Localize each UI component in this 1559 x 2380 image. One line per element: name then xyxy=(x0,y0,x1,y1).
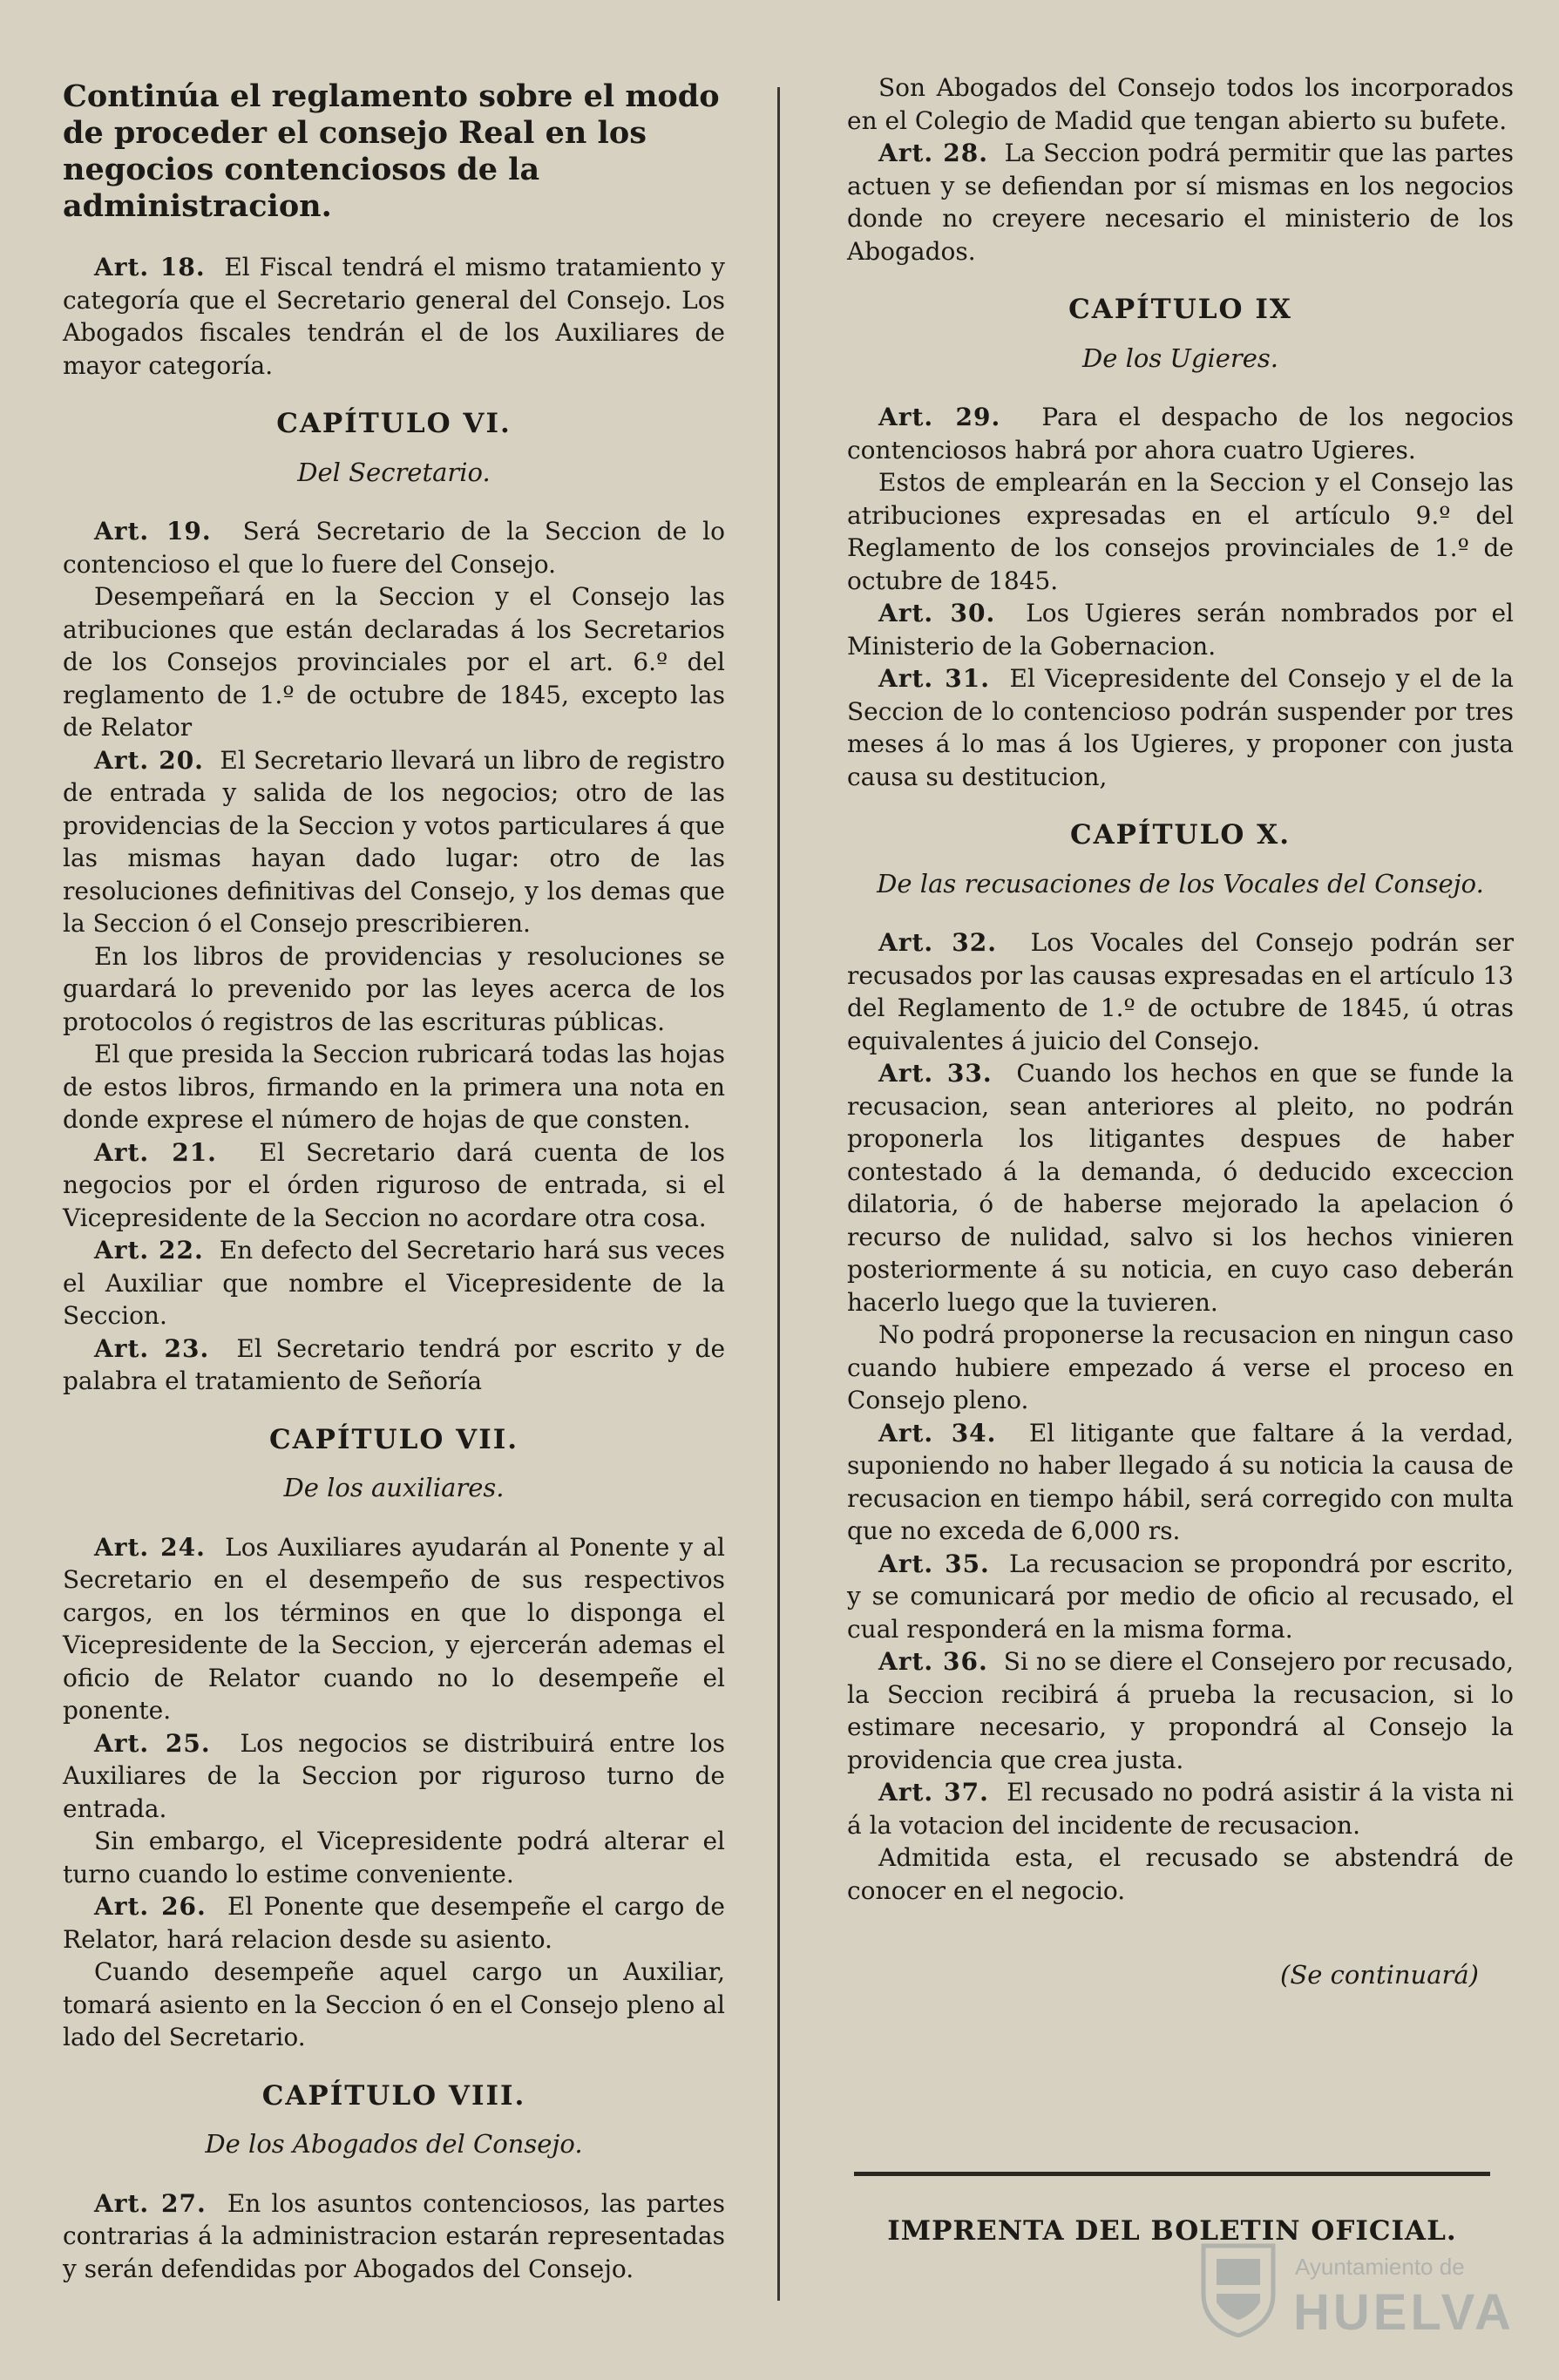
article-paragraph xyxy=(63,744,725,940)
body-paragraph: El que presida la Seccion rubricará todas las hojas de estos libros, firmando en la primera una nota en donde exprese el número de hojas de que consten. xyxy=(63,1040,725,1134)
continued-note: (Se continuará) xyxy=(1280,1960,1479,1990)
footer-rule xyxy=(854,2172,1490,2176)
article-number: Art. 36. xyxy=(878,1647,988,1676)
article-paragraph xyxy=(847,1645,1514,1776)
article-text: El Fiscal tendrá el mismo tratamiento y categoría que el Secretario general del Consejo. Los Abogados fiscales tendrán el de los Auxiliares de mayor categoría. xyxy=(63,253,726,380)
article-text: El Secretario llevará un libro de registro de entrada y salida de los negocios; otro de las providencias de la Seccion y votos particulares á que las mismas hayan dado lugar: otro de las resoluciones definitivas del Consejo, y los demas que la Seccion ó el Consejo prescribieren. xyxy=(63,745,725,938)
article-number: Art. 29. xyxy=(878,403,1001,431)
left-column-body xyxy=(63,251,725,2285)
article-paragraph xyxy=(847,926,1514,1057)
article-number: Art. 35. xyxy=(878,1549,990,1578)
article-paragraph xyxy=(63,1234,725,1332)
article-number: Art. 19. xyxy=(94,517,212,546)
article-paragraph xyxy=(847,1548,1514,1646)
article-number: Art. 23. xyxy=(94,1333,210,1363)
article-text: Para el despacho de los negocios contenciosos habrá por ahora cuatro Ugieres. xyxy=(847,403,1514,464)
article-text: El litigante que faltare á la verdad, suponiendo no haber llegado á su noticia la causa de recusacion en tiempo hábil, será corregido con multa que no exceda de 6,000 rs. xyxy=(847,1418,1514,1545)
article-text: Los Vocales del Consejo podrán ser recusados por las causas expresadas en el artículo 13 del Reglamento de 1.º de octubre de 1845, ú otras equivalentes á juicio del Consejo. xyxy=(847,928,1514,1055)
article-number: Art. 33. xyxy=(878,1059,993,1088)
article-number: Art. 22. xyxy=(94,1236,204,1265)
body-paragraph: No podrá proponerse la recusacion en ningun caso cuando hubiere empezado á verse el proceso en Consejo pleno. xyxy=(847,1320,1514,1414)
article-number: Art. 30. xyxy=(878,599,996,627)
article-paragraph xyxy=(847,662,1514,793)
chapter-heading: CAPÍTULO VI. xyxy=(276,408,512,439)
right-column-body xyxy=(847,71,1514,1907)
article-number: Art. 21. xyxy=(94,1137,217,1167)
article-number: Art. 28. xyxy=(878,139,988,167)
shield-icon xyxy=(1199,2241,1278,2337)
article-paragraph xyxy=(847,597,1514,662)
left-column xyxy=(63,78,725,2285)
article-paragraph xyxy=(63,1332,725,1398)
article-text: El recusado no podrá asistir á la vista ni á la votacion del incidente de recusacion. xyxy=(847,1778,1514,1840)
article-number: Art. 32. xyxy=(878,928,998,957)
article-number: Art. 26. xyxy=(94,1892,207,1921)
printer-imprint: IMPRENTA DEL BOLETIN OFICIAL. xyxy=(887,2215,1457,2247)
article-number: Art. 31. xyxy=(878,664,990,693)
body-paragraph: En los libros de providencias y resoluciones se guardará lo prevenido por las leyes acerca de los protocolos ó registros de las escrituras públicas. xyxy=(63,941,725,1036)
watermark-line-2: HUELVA xyxy=(1293,2284,1515,2341)
chapter-heading: CAPÍTULO X. xyxy=(1069,819,1291,851)
article-text: El Vicepresidente del Consejo y el de la Seccion de lo contencioso podrán suspender por tres meses á lo mas á los Ugieres, y proponer con justa causa su destitucion, xyxy=(847,664,1514,791)
document-title: Continúa el reglamento sobre el modo de proceder el consejo Real en los negocios contenciosos de la administracion. xyxy=(63,78,720,224)
article-text: La Seccion podrá permitir que las partes actuen y se defiendan por sí mismas en los negocios donde no creyere necesario el ministerio de los Abogados. xyxy=(847,139,1514,266)
article-paragraph xyxy=(63,251,725,382)
article-number: Art. 34. xyxy=(878,1418,997,1448)
body-paragraph: Cuando desempeñe aquel cargo un Auxiliar, tomará asiento en la Seccion ó en el Consejo pleno al lado del Secretario. xyxy=(63,1957,725,2051)
article-paragraph xyxy=(63,1727,725,1826)
article-text: Los negocios se distribuirá entre los Auxiliares de la Seccion por riguroso turno de entrada. xyxy=(63,1728,725,1823)
right-column xyxy=(847,71,1514,1992)
article-number: Art. 18. xyxy=(94,253,206,281)
body-paragraph: Desempeñará en la Seccion y el Consejo las atribuciones que están declaradas á los Secretarios de los Consejos provinciales por el art. 6.º del reglamento de 1.º de octubre de 1845, excepto las de Relator xyxy=(63,582,725,742)
article-text: Los Auxiliares ayudarán al Ponente y al Secretario en el desempeño de sus respectivos cargos, en los términos en que lo disponga el Vicepresidente de la Seccion, y ejercerán ademas el oficio de Relator cuando no lo desempeñe el ponente. xyxy=(63,1532,725,1725)
chapter-subtitle: De los auxiliares. xyxy=(283,1473,505,1502)
article-paragraph xyxy=(63,1890,725,1956)
watermark-line-1: Ayuntamiento de xyxy=(1295,2254,1465,2280)
article-number: Art. 24. xyxy=(94,1532,206,1562)
article-paragraph xyxy=(847,1776,1514,1841)
chapter-subtitle: De las recusaciones de los Vocales del Consejo. xyxy=(877,868,1484,898)
article-text: En defecto del Secretario hará sus veces el Auxiliar que nombre el Vicepresidente de la Seccion. xyxy=(63,1236,725,1330)
article-paragraph xyxy=(63,1136,725,1235)
article-number: Art. 25. xyxy=(94,1728,211,1758)
article-text: El Secretario dará cuenta de los negocios por el órden riguroso de entrada, si el Vicepresidente de la Seccion no acordare otra cosa. xyxy=(63,1137,725,1232)
article-text: El Secretario tendrá por escrito y de palabra el tratamiento de Señoría xyxy=(63,1333,726,1395)
article-paragraph xyxy=(63,515,725,580)
chapter-heading: CAPÍTULO IX xyxy=(1068,294,1292,325)
chapter-heading: CAPÍTULO VII. xyxy=(268,1423,519,1455)
chapter-subtitle: De los Abogados del Consejo. xyxy=(205,2129,583,2159)
body-paragraph: Estos de emplearán en la Seccion y el Consejo las atribuciones expresadas en el artículo 9.º del Reglamento de los consejos provinciales de 1.º de octubre de 1845. xyxy=(847,468,1514,595)
watermark-logo xyxy=(1199,2241,1513,2346)
article-paragraph xyxy=(847,401,1514,466)
chapter-heading: CAPÍTULO VIII. xyxy=(261,2079,526,2112)
article-paragraph xyxy=(63,1531,725,1727)
body-paragraph: Sin embargo, el Vicepresidente podrá alterar el turno cuando lo estime conveniente. xyxy=(63,1827,725,1888)
article-text: El Ponente que desempeñe el cargo de Relator, hará relacion desde su asiento. xyxy=(63,1892,725,1954)
article-paragraph xyxy=(847,1057,1514,1319)
article-number: Art. 37. xyxy=(878,1778,989,1807)
article-text: Si no se diere el Consejero por recusado, la Seccion recibirá á prueba la recusacion, si lo estimare necesario, y propondrá al Consejo la providencia que crea justa. xyxy=(847,1647,1514,1774)
article-paragraph xyxy=(847,1417,1514,1548)
chapter-subtitle: De los Ugieres. xyxy=(1081,342,1279,373)
article-paragraph xyxy=(847,137,1514,268)
article-number: Art. 20. xyxy=(94,745,204,775)
article-text: Será Secretario de la Seccion de lo contencioso el que lo fuere del Consejo. xyxy=(63,517,725,579)
article-paragraph xyxy=(63,2187,725,2286)
column-divider xyxy=(777,87,780,2301)
chapter-subtitle: Del Secretario. xyxy=(297,457,491,487)
article-text: Los Ugieres serán nombrados por el Ministerio de la Gobernacion. xyxy=(847,599,1514,661)
article-number: Art. 27. xyxy=(94,2188,207,2218)
body-paragraph: Admitida esta, el recusado se abstendrá de conocer en el negocio. xyxy=(847,1843,1514,1905)
article-text: La recusacion se propondrá por escrito, y se comunicará por medio de oficio al recusado, el cual responderá en la misma forma. xyxy=(847,1549,1514,1644)
article-text: En los asuntos contenciosos, las partes contrarias á la administracion estarán representadas y serán defendidas por Abogados del Consejo. xyxy=(63,2188,725,2283)
article-text: Cuando los hechos en que se funde la recusacion, sean anteriores al pleito, no podrán proponerla los litigantes despues de haber contestado á la demanda, ó deducido exceccion dilatoria, ó de haberse mejorado la apelacion ó recurso de nulidad, salvo si los hechos vinieren posteriormente á su noticia, en cuyo caso deberán hacerlo luego que la tuvieren. xyxy=(847,1059,1515,1317)
body-paragraph: Son Abogados del Consejo todos los incorporados en el Colegio de Madid que tengan abierto su bufete. xyxy=(847,73,1514,135)
